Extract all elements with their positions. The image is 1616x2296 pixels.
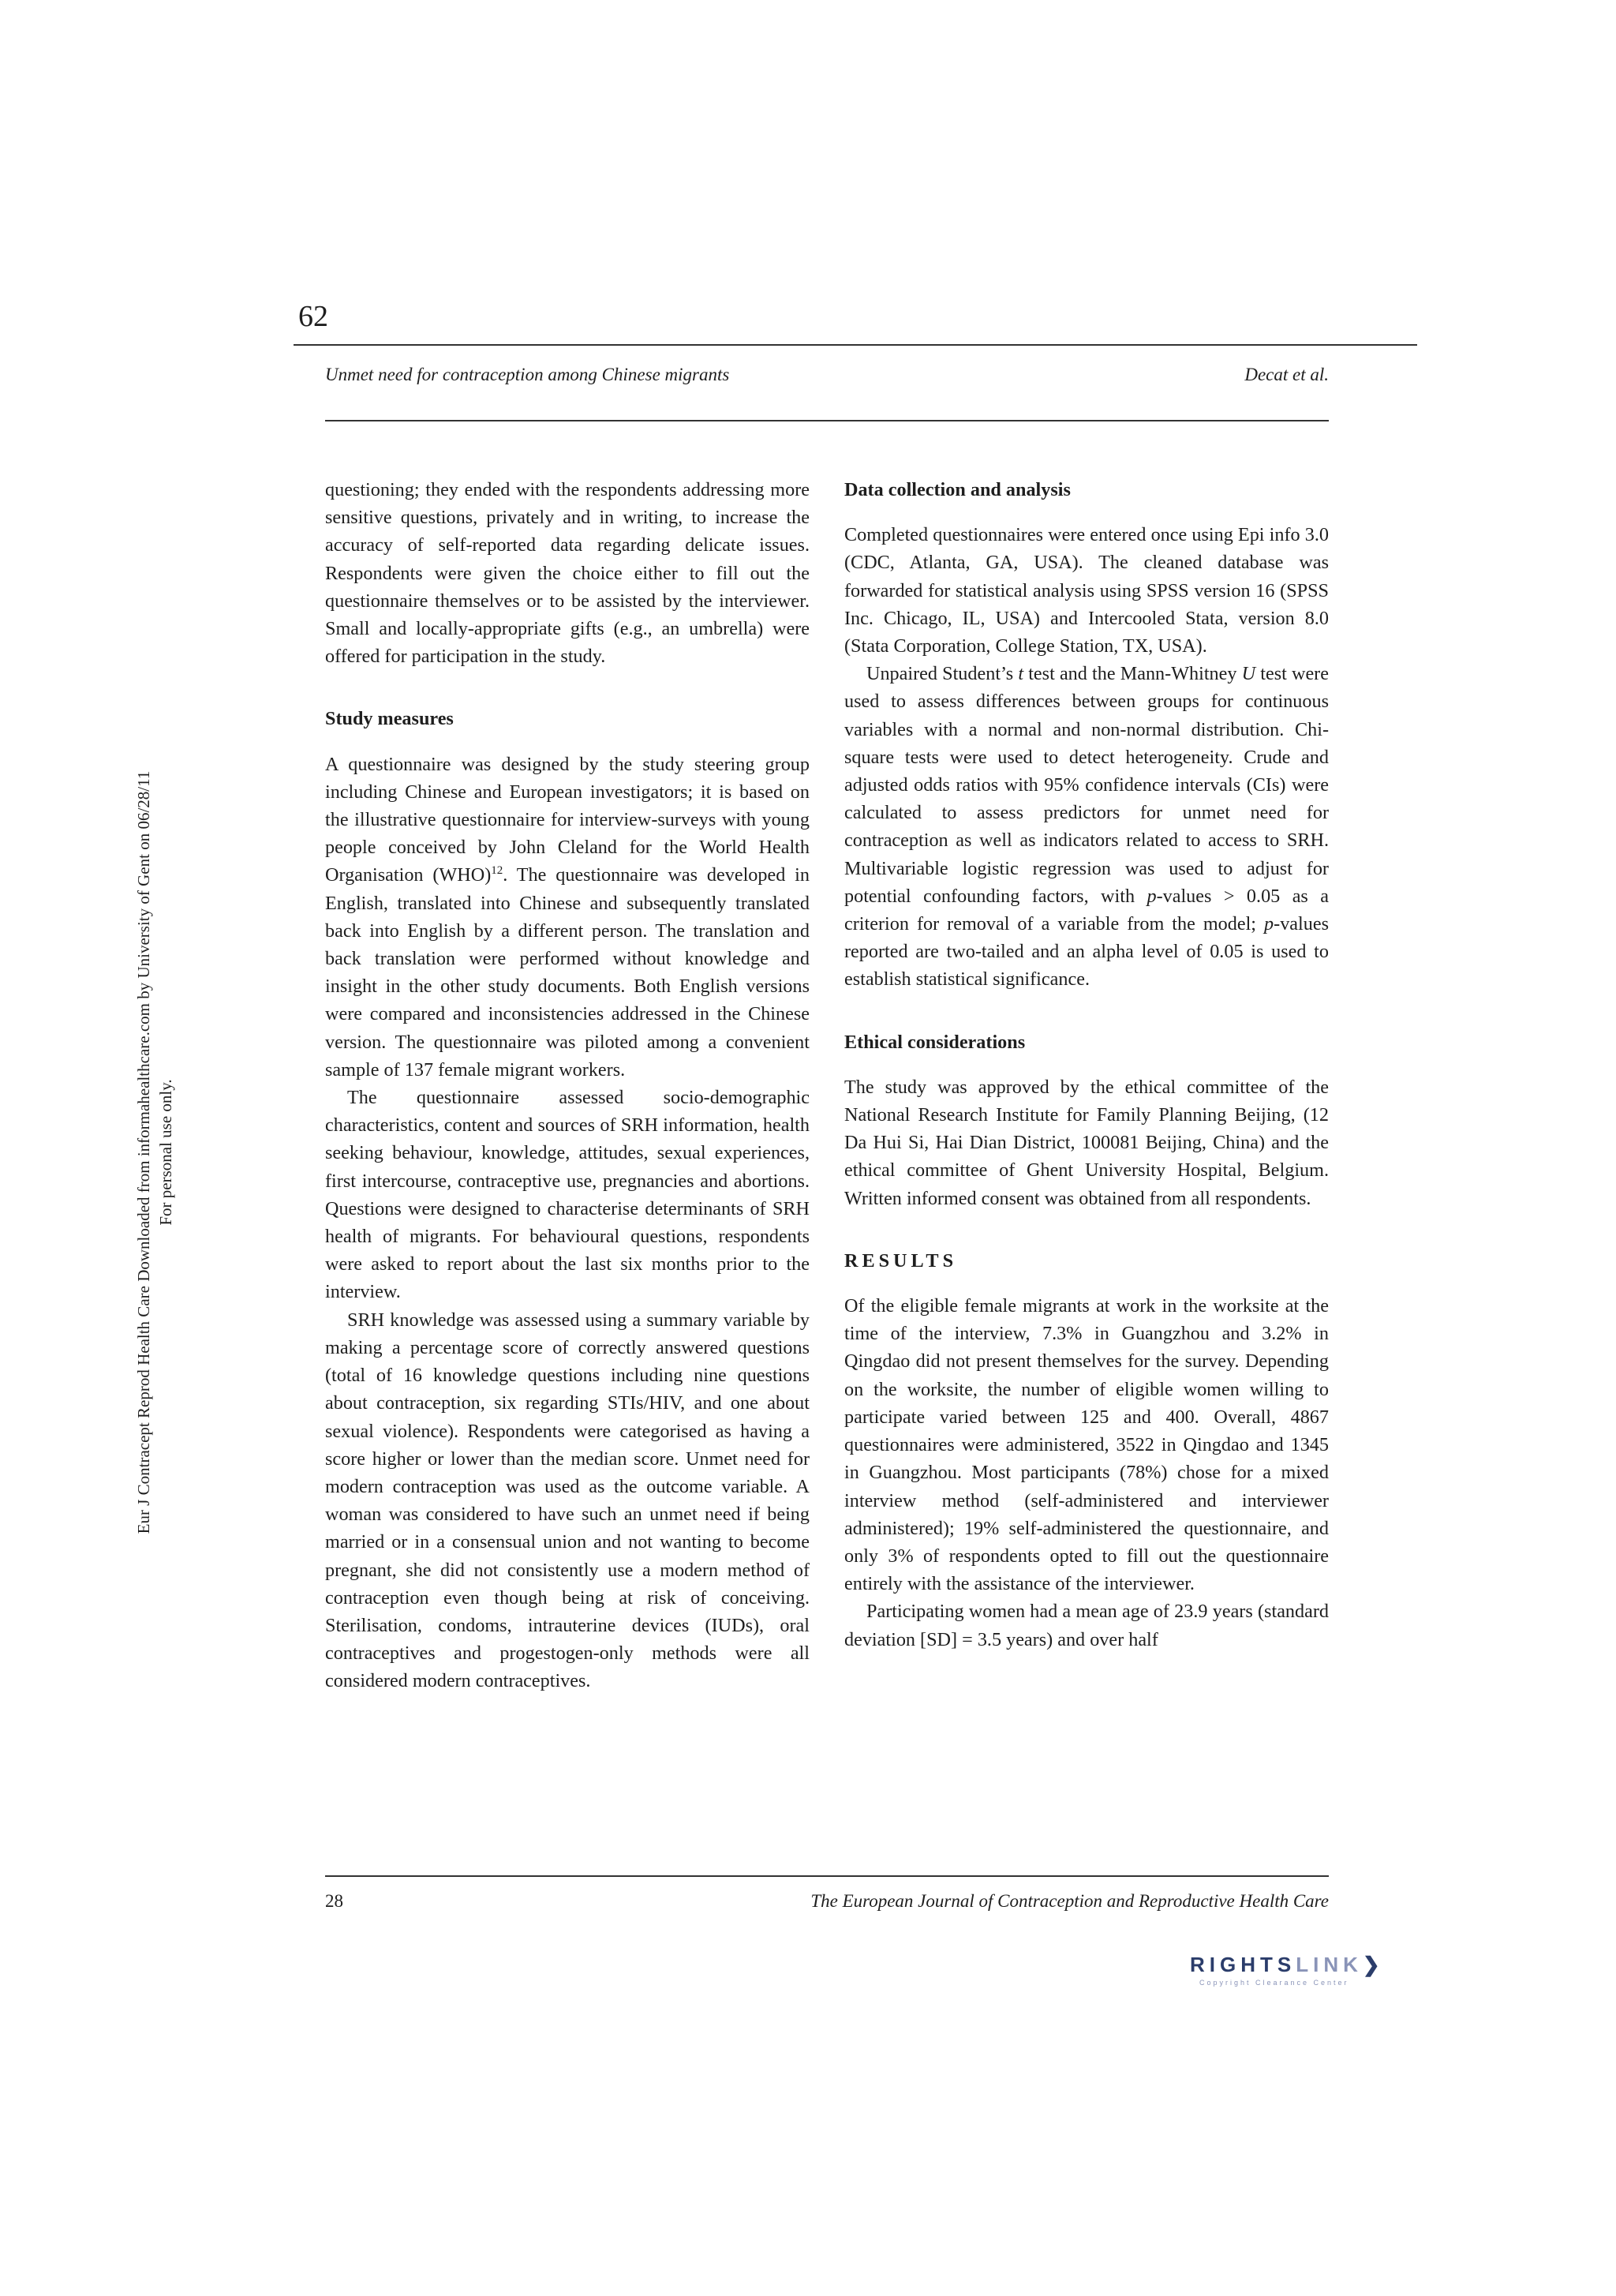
personal-use-notice: For personal use only. bbox=[156, 1079, 175, 1226]
paragraph: The study was approved by the ethical committee of the National Research Institute for Family Planning Beijing, (12 Da Hui Si, Hai Dian District, 100081 Beijing, China) and the ethical committee of Ghent University Hospital, Belgium. Written informed consent was obtained from all respondents. bbox=[844, 1076, 1329, 1209]
download-notice: Eur J Contracept Reprod Health Care Downloaded from informahealthcare.com by University of Gent on 06/28/11 bbox=[134, 770, 153, 1534]
right-column bbox=[844, 476, 1329, 1654]
paragraph: Of the eligible female migrants at work in the worksite at the time of the interview, 7.3% in Guangzhou and 3.2% in Qingdao did not present themselves for the survey. Depending on the worksite, the number of eligible women willing to participate varied between 125 and 400. Overall, 4867 questionnaires were administered, 3522 in Qingdao and 1345 in Guangzhou. Most participants (78%) chose for a mixed interview method (self-administered and interviewer administered); 19% self-administered the questionnaire, and only 3% of respondents opted to fill out the questionnaire entirely with the assistance of the interviewer. bbox=[844, 1295, 1329, 1595]
reference-superscript: 12 bbox=[491, 864, 503, 878]
outer-page-number: 62 bbox=[298, 300, 328, 333]
rightslink-arrow-icon: ❯ bbox=[1362, 1953, 1385, 1976]
paragraph: The questionnaire assessed socio-demographic characteristics, content and sources of SRH information, health seeking behaviour, knowledge, attitudes, sexual experiences, first intercourse, contraceptive use, pregnancies and abortions. Questions were designed to characterise determinants of SRH health of migrants. For behavioural questions, respondents were asked to report about the last six months prior to the interview. bbox=[325, 1087, 810, 1303]
paragraph: Unpaired Student’s t test and the Mann-Whitney U test were used to assess differences between groups for continuous variables with a normal and non-normal distribution. Chi-square tests were used to detect heterogeneity. Crude and adjusted odds ratios with 95% confidence intervals (CIs) were calculated to assess predictors for unmet need for contraception as well as indicators related to access to SRH. Multivariable logistic regression was used to adjust for potential confounding factors, with p-values > 0.05 as a criterion for removal of a variable from the model; p-values reported are two-tailed and an alpha level of 0.05 is used to establish statistical significance. bbox=[844, 663, 1330, 991]
running-authors: Decat et al. bbox=[1244, 365, 1329, 384]
top-rule bbox=[294, 344, 1417, 346]
running-title: Unmet need for contraception among Chinese migrants bbox=[325, 365, 730, 384]
header-rule bbox=[325, 420, 1329, 421]
footer-rule bbox=[325, 1875, 1329, 1877]
footer-journal-title: The European Journal of Contraception and Reproductive Health Care bbox=[810, 1891, 1329, 1911]
paragraph: questioning; they ended with the respondents addressing more sensitive questions, privately and in writing, to increase the accuracy of self-reported data regarding delicate issues. Respondents were given the choice either to fill out the questionnaire themselves or to be assisted by the interviewer. Small and locally-appropriate gifts (e.g., an umbrella) were offered for participation in the study. bbox=[325, 479, 810, 668]
footer-page-number: 28 bbox=[325, 1891, 343, 1911]
rightslink-wordmark: RIGHTSLINK❯ bbox=[1190, 1953, 1385, 1976]
paragraph: Completed questionnaires were entered once using Epi info 3.0 (CDC, Atlanta, GA, USA). The cleaned database was forwarded for statistical analysis using SPSS version 16 (SPSS Inc. Chicago, IL, USA) and Intercooled Stata, version 8.0 (Stata Corporation, College Station, TX, USA). bbox=[844, 524, 1329, 657]
paragraph: A questionnaire was designed by the study steering group including Chinese and European investigators; it is based on the illustrative questionnaire for interview-surveys with young people conceived by John Cleland for the World Health Organisation (WHO)$^{12}$. The questionnaire was developed in English, translated into Chinese and subsequently translated back into English by a different person. The translation and back translation were performed without knowledge and insight in the other study documents. Both English versions were compared and inconsistencies addressed in the Chinese version. The questionnaire was piloted among a convenient sample of 137 female migrant workers. bbox=[325, 753, 810, 1081]
section-heading-data-collection: Data collection and analysis bbox=[844, 479, 1071, 500]
section-heading-ethical: Ethical considerations bbox=[844, 1031, 1026, 1053]
download-watermark bbox=[133, 758, 177, 1547]
rightslink-logo bbox=[1190, 1953, 1427, 1992]
rightslink-tagline: Copyright Clearance Center bbox=[1199, 1979, 1349, 1987]
paragraph: Participating women had a mean age of 23.9 years (standard deviation [SD] = 3.5 years) and over half bbox=[844, 1601, 1329, 1650]
section-heading-study-measures: Study measures bbox=[325, 708, 454, 730]
section-heading-results: RESULTS bbox=[844, 1249, 958, 1272]
paragraph: SRH knowledge was assessed using a summary variable by making a percentage score of correctly answered questions (total of 16 knowledge questions including nine questions about contraception, six regarding STIs/HIV, and one about sexual violence). Respondents were categorised as having a score higher or lower than the median score. Unmet need for modern contraception was used as the outcome variable. A woman was considered to have such an unmet need if being married or in a consensual union and not wanting to become pregnant, she did not consistently use a modern method of contraception even though being at risk of conceiving. Sterilisation, condoms, intrauterine devices (IUDs), oral contraceptives and progestogen-only methods were all considered modern contraceptives. bbox=[325, 1309, 810, 1692]
left-column bbox=[325, 476, 810, 1695]
